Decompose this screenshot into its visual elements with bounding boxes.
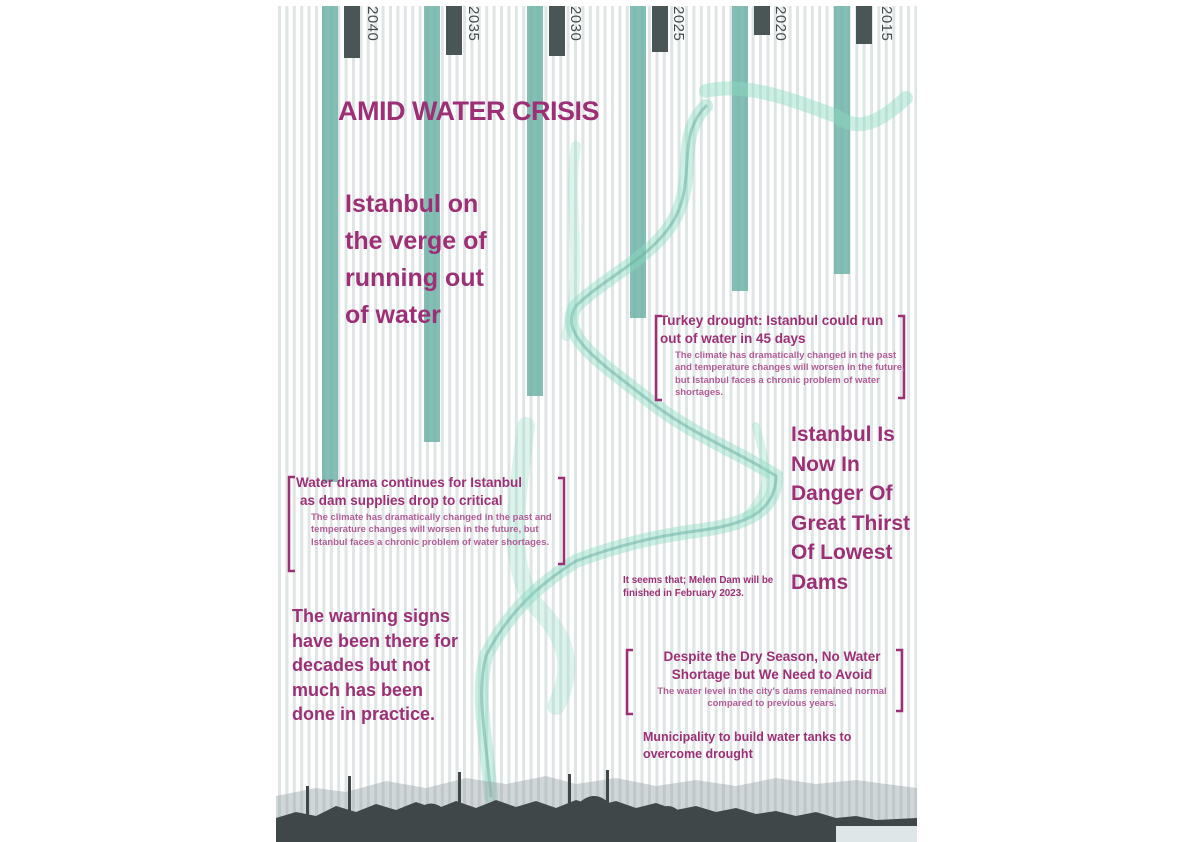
timeline-bar-2015	[834, 6, 850, 274]
news-box-turkey-drought	[660, 312, 910, 400]
warning-text: The warning signs have been there for decades but not much has been done in practice.	[292, 606, 459, 724]
year-label-2035: 2035	[465, 6, 482, 42]
timeline-stub-2040	[344, 6, 360, 58]
news-box-title-line: Water drama continues for Istanbul	[296, 475, 523, 490]
bracket-box2-left	[289, 477, 295, 571]
news-box-title-line: Shortage but We Need to Avoid	[671, 667, 873, 682]
timeline-bar-2020	[732, 6, 748, 291]
year-label-2025: 2025	[670, 6, 687, 42]
timeline-stub-2025	[652, 6, 668, 52]
year-label-2040: 2040	[364, 6, 381, 42]
timeline-stub-2030	[549, 6, 565, 56]
municipality-note: Municipality to build water tanks to overcome drought	[643, 730, 852, 761]
news-box-dry-season	[642, 648, 902, 711]
istanbul-skyline	[276, 770, 917, 842]
news-box-title-line: as dam supplies drop to critical	[300, 493, 503, 508]
year-label-2015: 2015	[878, 6, 895, 42]
year-label-2020: 2020	[772, 6, 789, 42]
timeline-stub-2015	[856, 6, 872, 44]
timeline-bar-2040	[322, 6, 338, 482]
timeline-bar-2030	[527, 6, 543, 396]
timeline-stub-2035	[446, 6, 462, 55]
news-box-title-line: Despite the Dry Season, No Water	[663, 649, 881, 664]
timeline-stub-2020	[754, 6, 770, 35]
news-box-title-line: out of water in 45 days	[660, 331, 806, 346]
poster	[276, 6, 917, 842]
main-title: AMID WATER CRISIS	[338, 96, 599, 126]
headline: Istanbul on the verge of running out of water	[345, 190, 487, 329]
news-box-water-drama	[296, 474, 566, 549]
news-box-body: The water level in the city's dams remained normal compared to previous years.	[657, 686, 887, 710]
news-box-body: The climate has dramatically changed in the past and temperature changes will worsen in the future, but Istanbul faces a chronic problem of water shortages.	[311, 512, 552, 548]
news-box-body: The climate has dramatically changed in the past and temperature changes will worsen in the future, but Istanbul faces a chronic problem of water shortages.	[675, 350, 905, 399]
headline-right: Istanbul Is Now In Danger Of Great Thirst Of Lowest Dams	[791, 423, 911, 594]
news-box-title-line: Turkey drought: Istanbul could run	[660, 313, 884, 328]
bracket-box3-left	[627, 650, 633, 714]
melen-dam-note: It seems that; Melen Dam will be finished in February 2023.	[623, 575, 774, 599]
year-label-2030: 2030	[567, 6, 584, 42]
